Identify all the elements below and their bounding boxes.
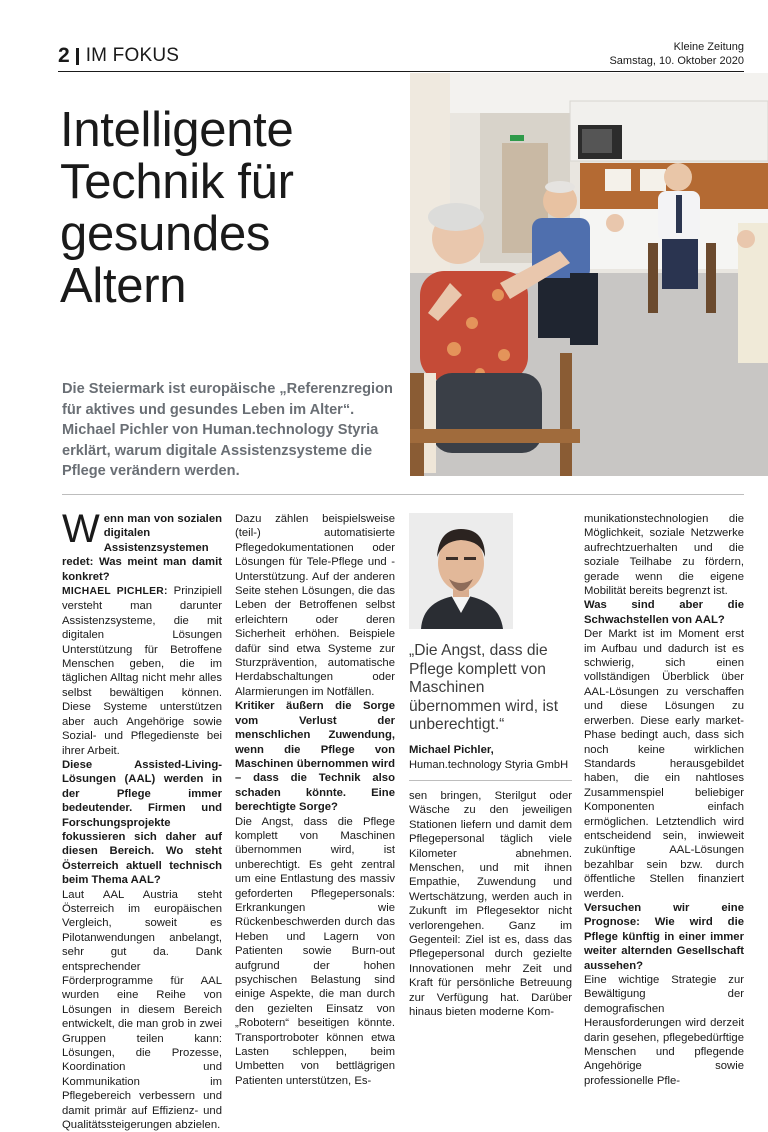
- answer-2: Laut AAL Austria steht Österreich im europäischen Vergleich, soweit es Pilotanwendungen anbelangt, sehr gut da. Dank entsprechender Förderprogramme für AAL wurden eine Reihe von Lösungen in diesem Bereich entwickelt, die man grob in zwei Gruppen teilen kann: Lösungen, die Prozesse, Koordination und Kommunikation im Pflegebereich verbessern und damit primär auf Effizienz- und Qualitätssteigerungen abzielen.: [62, 888, 222, 1132]
- article-lead: Die Steiermark ist europäische „Referenzregion für aktives und gesundes Leben im Alter“. Michael Pichler von Human.technology Styria erklärt, warum digitale Assistenzsysteme die Pflege verändern werden.: [62, 381, 393, 480]
- question-1: [62, 507, 222, 584]
- answer-5: Eine wichtige Strategie zur Bewältigung der demografischen Herausforderungen wird derzeit darin gesehen, pflegebedürftige Menschen und pflegende Angehörige sowie professionelle Pfle-: [584, 974, 744, 1087]
- question-4: Was sind aber die Schwachstellen von AAL?: [584, 599, 744, 626]
- question-5: Versuchen wir eine Prognose: Wie wird die Pflege künftig in einer immer weiter alternden Gesellschaft aussehen?: [584, 901, 744, 972]
- header-rule: [58, 71, 744, 72]
- quote-rule: [409, 780, 572, 781]
- interviewee-name: MICHAEL PICHLER:: [62, 586, 168, 598]
- page-header-section: [58, 44, 179, 68]
- answer-4: Der Markt ist im Moment erst im Aufbau und dadurch ist es schwierig, sich einen vollständigen Überblick über AAL-Lösungen zu verschaffen und diese Lösungen zu erwerben. Diese early market-Phase bedingt auch, dass sich noch keine wirklichen Standards herausgebildet haben, die ein nahtloses Zusammenspiel beliebiger Komponenten einfach ermöglichen. Letztendlich wird entscheidend sein, inwieweit zukünftige AAL-Lösungen bezahlbar sein bzw. durch öffentliche Stellen finanziert werden.: [584, 628, 744, 900]
- publication-date: Samstag, 10. Oktober 2020: [609, 55, 744, 67]
- article-column-3: [409, 789, 572, 1020]
- article-column-2: [235, 512, 395, 1088]
- answer-1-text: Prinzipiell versteht man darunter Assistenzsysteme, die mit digitalen Lösungen Unterstützung für Betroffene Menschen geben, die im täglichen Alltag nicht mehr alles selbst bewältigen können. Diese Systeme unterstützen aber auch Angehörige sowie Sozial- und Pflegedienste bei ihrer Arbeit.: [62, 585, 222, 757]
- article-photo: [410, 73, 768, 476]
- quote-author-role: Human.technology Styria GmbH: [409, 759, 569, 771]
- dropcap: W: [62, 507, 100, 551]
- answer-2-continued: Dazu zählen beispielsweise (teil-) automatisierte Pflegedokumentationen oder Lösungen für Tele-Pflege und -Unterstützung. Auf der anderen Seite stehen Lösungen, die das Leben der Betroffenen selbst erleichtern oder deren Sicherheit erhöhen. Beispiele dafür sind etwa Systeme zur Sturzprävention, automatische Herdabschaltungen oder Alarmierungen im Notfällen.: [235, 513, 395, 698]
- answer-1: [62, 584, 222, 758]
- section-divider: [76, 48, 79, 65]
- answer-3: Die Angst, dass die Pflege komplett von Maschinen übernommen wird, ist unberechtigt. Es geht zentral um eine Entlastung des massiv geforderten Pflegepersonals: Erkrankungen wie Rückenbeschwerden durch das Heben und Lagern von Patienten sowie Burn-out aufgrund der hohen psychischen Belastung sind einige Aspekte, die man durch den gezielten Einsatz von „Robotern“ beseitigen könnte. Transportroboter können etwa Lasten schleppen, beim Umbetten von bettlägrigen Patienten unterstützen, Es-: [235, 815, 395, 1087]
- quote-author: Michael Pichler,: [409, 744, 494, 756]
- question-2: Diese Assisted-Living-Lösungen (AAL) werden in der Pflege immer bedeutender. Firmen und Forschungsprojekte fokussieren sich daher auf diesen Bereich. Wo steht Österreich aktuell technisch beim Thema AAL?: [62, 758, 222, 887]
- portrait-photo: [409, 513, 513, 629]
- section-rule: [62, 494, 744, 495]
- masthead-info: [609, 40, 744, 68]
- article-headline: Intelligente Technik für gesundes Altern: [60, 103, 294, 313]
- question-1-text: enn man von sozialen digitalen Assistenzsystemen redet: Was meint man damit konkret?: [62, 513, 222, 583]
- answer-3-continued: sen bringen, Sterilgut oder Wäsche zu den jeweiligen Stationen liefern und damit dem Pflegepersonal täglich viele Kilometer abnehmen. Menschen, und mit ihnen Empathie, Zuwendung und Wertschätzung, werden auch in Zukunft im Pflegesektor nicht verlorengehen. Ganz im Gegenteil: Ziel ist es, dass das Pflegepersonal durch gezielte Innovationen mehr Zeit und Kraft für persönliche Betreuung zur Verfügung hat. Darüber hinaus bieten moderne Kom-: [409, 790, 572, 1019]
- article-column-1: [62, 507, 222, 1132]
- publication-name: Kleine Zeitung: [673, 41, 744, 53]
- article-column-4: [584, 512, 744, 1088]
- answer-3-end: munikationstechnologien die Möglichkeit, soziale Netzwerke aufrechtzuerhalten und die soziale Teilhabe zu fördern, gerade wenn die eigene Mobilität bereits begrenzt ist.: [584, 513, 744, 598]
- page-number: 2: [58, 44, 70, 67]
- question-3: Kritiker äußern die Sorge vom Verlust der menschlichen Zuwendung, wenn die Pflege von Maschinen übernommen wird – dass die Technik also schaden könnte. Eine berechtigte Sorge?: [235, 700, 395, 814]
- section-title: IM FOKUS: [85, 45, 180, 66]
- pull-quote: „Die Angst, dass die Pflege komplett von Maschinen übernommen wird, ist unberechtigt.“: [409, 642, 559, 734]
